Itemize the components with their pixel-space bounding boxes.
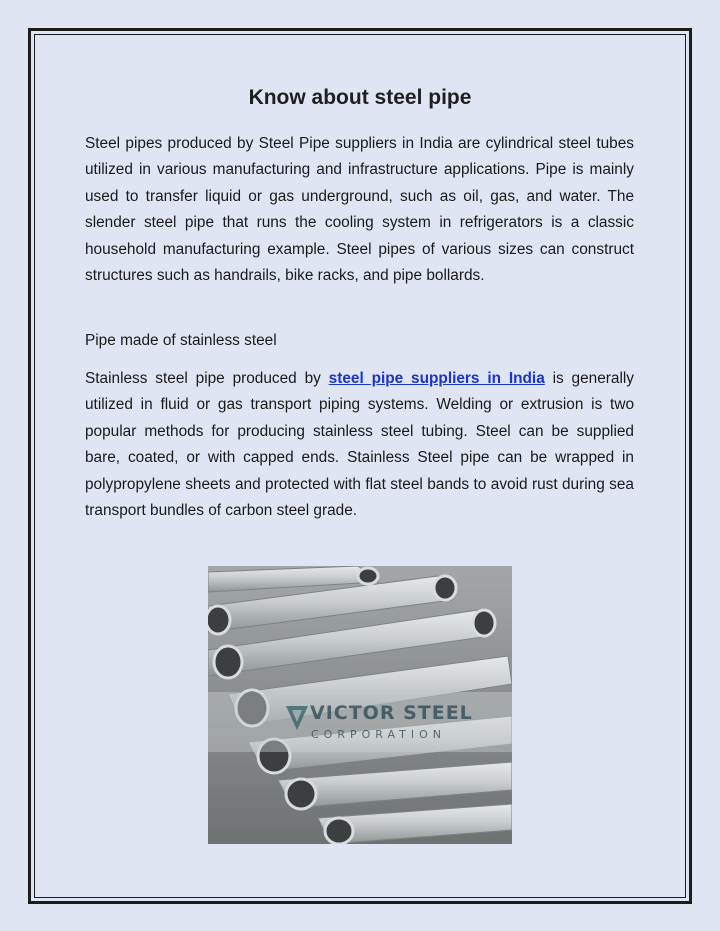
watermark-company-name: VICTOR STEEL — [310, 702, 473, 724]
steel-pipes-photo — [208, 566, 512, 844]
victor-steel-logo-icon — [286, 706, 308, 730]
paragraph-text-start: Stainless steel pipe produced by — [85, 370, 329, 387]
section-subheading: Pipe made of stainless steel — [85, 332, 277, 349]
paragraph-text-end: is generally utilized in fluid or gas transport piping systems. Welding or extrusion is two popular methods for producing stainless steel tubing. Steel can be supplied bare, coated, or with capped ends. Stainless Steel pipe can be wrapped in polypropylene sheets and protected with flat steel bands to avoid rust during sea transport bundles of carbon steel grade. — [85, 370, 634, 520]
stainless-paragraph — [85, 366, 634, 524]
steel-pipe-suppliers-link[interactable]: steel pipe suppliers in India — [328, 370, 545, 387]
intro-paragraph: Steel pipes produced by Steel Pipe suppliers in India are cylindrical steel tubes utilized in various manufacturing and infrastructure applications. Pipe is mainly used to transfer liquid or gas underground, such as oil, gas, and water. The slender steel pipe that runs the cooling system in refrigerators is a classic household manufacturing example. Steel pipes of various sizes can construct structures such as handrails, bike racks, and pipe bollards. — [85, 135, 634, 285]
page-title: Know about steel pipe — [248, 86, 472, 109]
watermark-company-suffix: CORPORATION — [311, 728, 446, 741]
